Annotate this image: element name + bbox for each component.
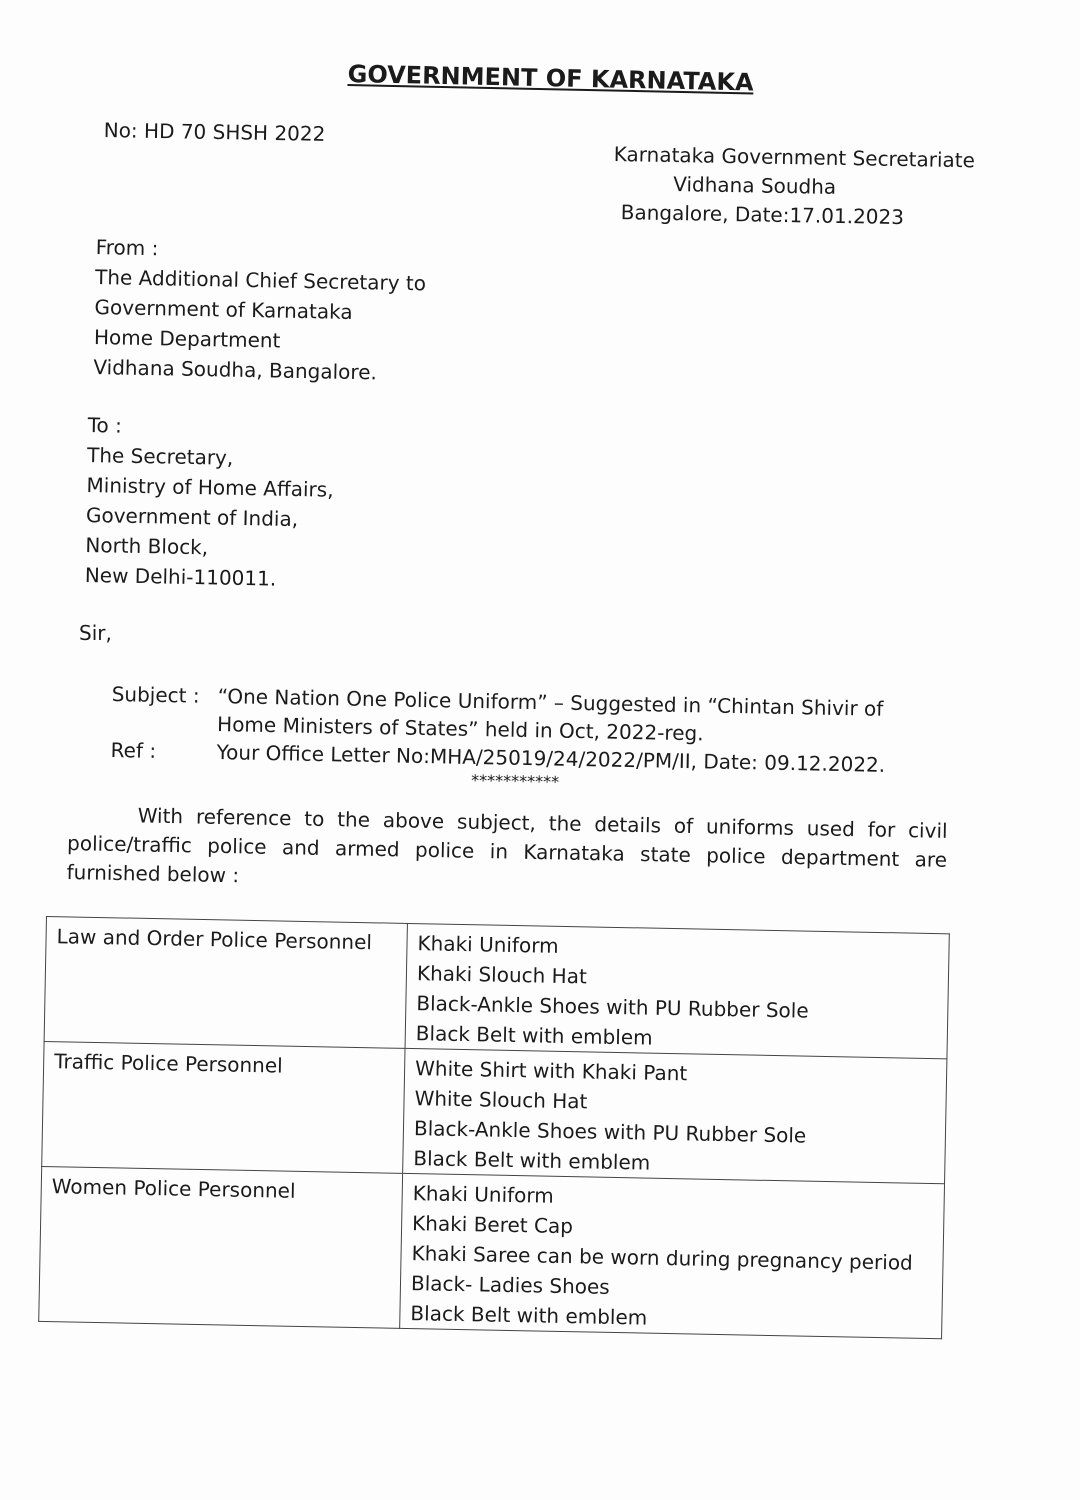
- uniform-item: Black-Ankle Shoes with PU Rubber Sole: [413, 1116, 807, 1148]
- sender-office-line: Karnataka Government Secretariate: [613, 141, 976, 173]
- to-line: Ministry of Home Affairs,: [86, 472, 334, 502]
- subject-label: Subject :: [111, 681, 200, 708]
- from-line: Government of Karnataka: [94, 294, 353, 324]
- from-line: Vidhana Soudha, Bangalore.: [93, 354, 378, 385]
- uniform-item: White Slouch Hat: [414, 1086, 588, 1114]
- from-line: The Additional Chief Secretary to: [94, 264, 427, 296]
- to-line: New Delhi-110011.: [84, 562, 277, 591]
- items-cell: [400, 1173, 945, 1338]
- subject-text: “One Nation One Police Uniform” – Suggested in “Chintan Shivir of Home Ministers of States” held in Oct, 2022-reg.: [216, 684, 884, 746]
- reference-number: No: HD 70 SHSH 2022: [103, 117, 326, 146]
- sender-office-line: Vidhana Soudha: [673, 172, 837, 199]
- table-row: [39, 1166, 945, 1338]
- separator-stars: ***********: [470, 770, 560, 792]
- body-text: With reference to the above subject, the details of uniforms used for civil police/traffic police and armed police in Karnataka state police department are furnished below :: [66, 803, 948, 888]
- table-row: [44, 917, 949, 1059]
- uniform-table: [38, 916, 950, 1339]
- category-cell: Traffic Police Personnel: [42, 1041, 405, 1173]
- uniform-item: Black-Ankle Shoes with PU Rubber Sole: [416, 991, 809, 1023]
- items-cell: [403, 1048, 947, 1183]
- table-row: [42, 1041, 947, 1183]
- to-line: North Block,: [85, 532, 209, 560]
- from-label: From :: [95, 234, 159, 261]
- uniform-item: Khaki Uniform: [417, 931, 559, 958]
- from-line: Home Department: [93, 324, 281, 353]
- from-address: [93, 232, 427, 388]
- to-line: Government of India,: [85, 502, 299, 532]
- to-address: [85, 410, 335, 595]
- ref-text: Your Office Letter No:MHA/25019/24/2022/PM/II, Date: 09.12.2022.: [216, 740, 886, 777]
- uniform-item: Black Belt with emblem: [410, 1301, 648, 1330]
- letter-date: Bangalore, Date:17.01.2023: [620, 200, 905, 230]
- items-cell: [405, 923, 949, 1058]
- subject-block: [110, 680, 922, 798]
- category-cell: Law and Order Police Personnel: [44, 917, 407, 1049]
- uniform-item: Khaki Uniform: [412, 1181, 554, 1208]
- uniform-item: Khaki Saree can be worn during pregnancy period: [411, 1241, 913, 1275]
- uniform-item: Black Belt with emblem: [413, 1146, 651, 1175]
- ref-label: Ref :: [110, 737, 157, 763]
- to-label: To :: [87, 412, 123, 438]
- uniform-item: White Shirt with Khaki Pant: [414, 1056, 688, 1086]
- to-line: The Secretary,: [86, 442, 234, 470]
- uniform-item: Khaki Beret Cap: [411, 1211, 574, 1239]
- document-title: GOVERNMENT OF KARNATAKA: [347, 60, 754, 97]
- uniform-item: Black- Ladies Shoes: [410, 1271, 610, 1299]
- salutation: Sir,: [79, 621, 112, 645]
- body-paragraph: [66, 800, 948, 904]
- uniform-item: Khaki Slouch Hat: [416, 961, 588, 989]
- uniform-item: Black Belt with emblem: [415, 1021, 653, 1050]
- sender-office-address: [612, 140, 975, 233]
- category-cell: Women Police Personnel: [39, 1166, 403, 1328]
